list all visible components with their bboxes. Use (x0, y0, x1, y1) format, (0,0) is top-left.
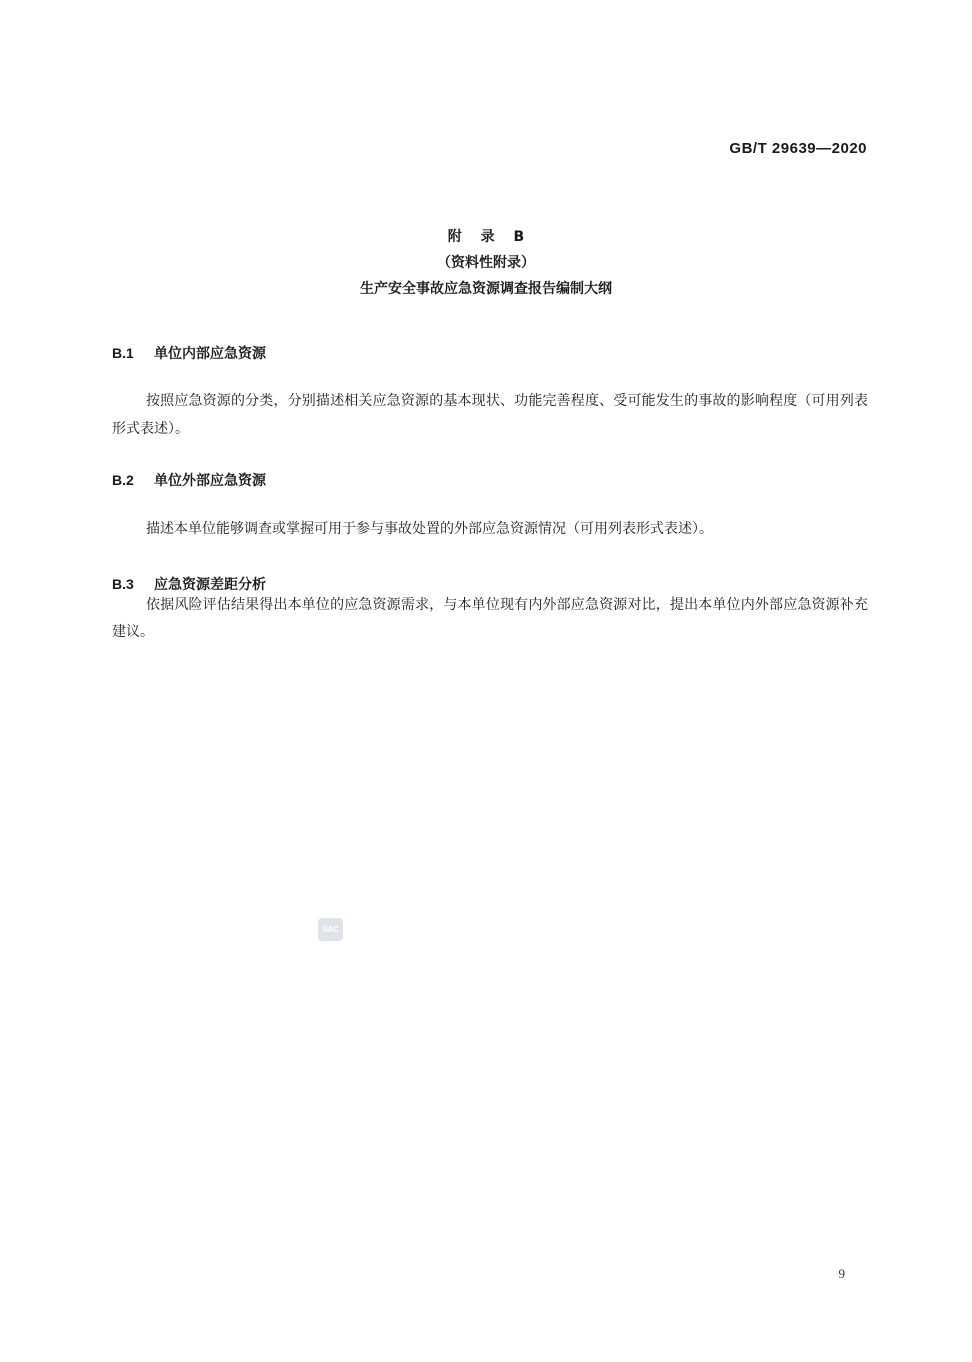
section-number: B.3 (112, 576, 134, 592)
section-number: B.1 (112, 345, 134, 361)
section-body: 按照应急资源的分类，分别描述相关应急资源的基本现状、功能完善程度、受可能发生的事故的影响程度（可用列表形式表述）。 (112, 393, 868, 437)
section-heading (112, 470, 868, 490)
section-number: B.2 (112, 472, 134, 488)
section-b1 (112, 343, 868, 443)
section-title: 单位内部应急资源 (154, 346, 266, 362)
section-body: 描述本单位能够调查或掌握可用于参与事故处置的外部应急资源情况（可用列表形式表述）。 (146, 521, 713, 537)
section-heading (112, 574, 868, 594)
sac-watermark-logo: SAC (318, 918, 343, 941)
section-b3 (112, 574, 868, 646)
section-title: 应急资源差距分析 (154, 577, 266, 593)
appendix-title: 生产安全事故应急资源调查报告编制大纲 (360, 281, 612, 297)
standard-number: GB/T 29639—2020 (729, 140, 867, 157)
section-body: 依据风险评估结果得出本单位的应急资源需求，与本单位现有内外部应急资源对比，提出本单位内外部应急资源补充建议。 (112, 597, 868, 640)
section-title: 单位外部应急资源 (154, 473, 266, 489)
page-number: 9 (838, 1266, 845, 1281)
section-b2 (112, 470, 868, 543)
appendix-type: （资料性附录） (437, 255, 535, 271)
appendix-label: 附 录 B (447, 229, 525, 245)
section-heading (112, 343, 868, 363)
